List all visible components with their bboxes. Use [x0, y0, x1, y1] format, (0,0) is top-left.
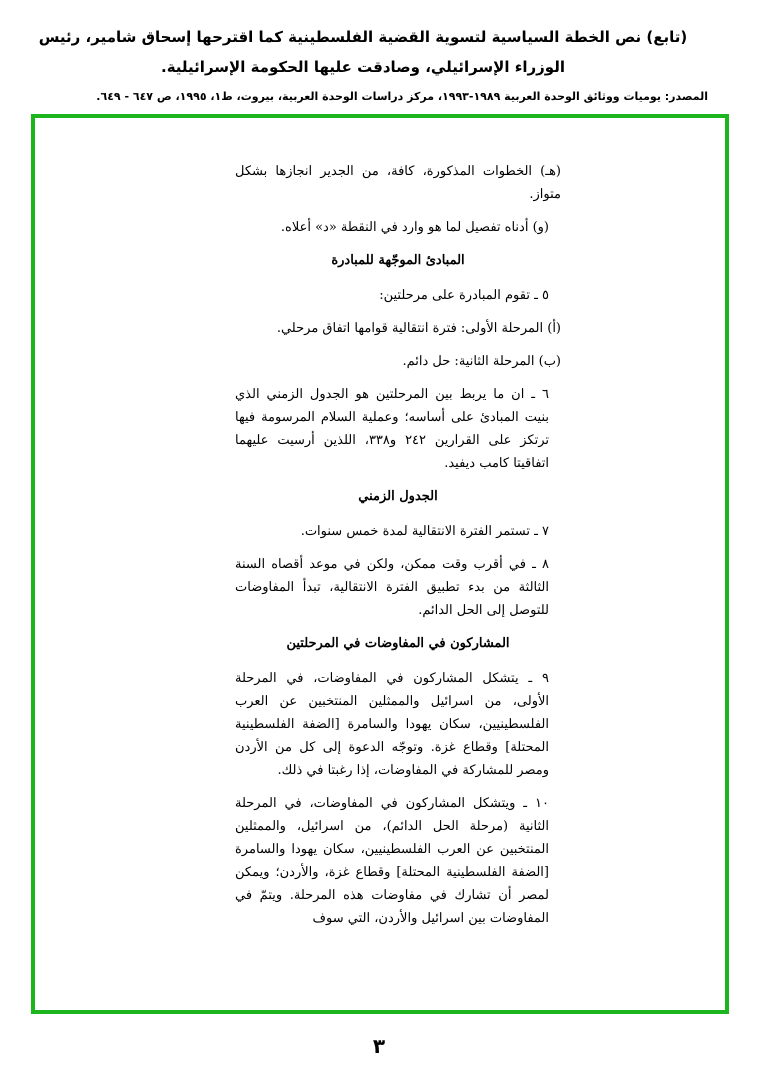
section-heading-timeline: الجدول الزمني: [358, 489, 438, 504]
paragraph-10: ١٠ ـ ويتشكل المشاركون في المفاوضات، في المرحلة الثانية (مرحلة الحل الدائم)، من اسرائيل، والممثلين المنتخبين عن العرب الفلسطينيين، سكان يهودا والسامرة [الضفة الفلسطينية المحتلة] وقطاع غزة، والأردن؛ ويمكن لمصر أن تشارك في مفاوضات هذه المرحلة. ويتمّ في المفاوضات بين اسرائيل والأردن، التي سوف: [235, 796, 549, 926]
paragraph-5b: (ب) المرحلة الثانية: حل دائم.: [402, 354, 561, 369]
paragraph-5a: (أ) المرحلة الأولى: فترة انتقالية قوامها اتفاق مرحلي.: [276, 321, 561, 336]
paragraph-9: ٩ ـ يتشكل المشاركون في المفاوضات، في المرحلة الأولى، من اسرائيل والممثلين المنتخبين عن العرب الفلسطينيين، سكان يهودا والسامرة [الضفة الفلسطينية المحتلة] وقطاع غزة. وتوجّه الدعوة إلى كل من الأردن ومصر للمشاركة في المفاوضات، إذا رغبتا في ذلك.: [235, 671, 549, 778]
section-heading-participants: المشاركون في المفاوضات في المرحلتين: [286, 636, 510, 651]
document-body: [235, 160, 561, 940]
paragraph-w: (و) أدناه تفصيل لما هو وارد في النقطة «د» أعلاه.: [280, 220, 549, 235]
paragraph-5: ٥ ـ تقوم المبادرة على مرحلتين:: [379, 288, 549, 303]
section-heading-principles: المبادئ الموجّهة للمبادرة: [331, 253, 465, 268]
document-header: [18, 22, 708, 106]
paragraph-6: ٦ ـ ان ما يربط بين المرحلتين هو الجدول الزمني الذي بنيت المبادئ على أساسه؛ وعملية السلام المرسومة فيها ترتكز على القرارين ٢٤٢ و٣٣٨، اللذين أرسيت عليهما اتفاقيتا كامب ديفيد.: [235, 387, 550, 471]
paragraph-h: (هـ) الخطوات المذكورة، كافة، من الجدير انجازها بشكل متواز.: [235, 164, 561, 202]
source-citation: المصدر: يوميات ووثائق الوحدة العربية ١٩٨٩-١٩٩٣، مركز دراسات الوحدة العربية، بيروت، ط١، ١٩٩٥، ص ٦٤٧ - ٦٤٩.: [96, 90, 708, 103]
paragraph-8: ٨ ـ في أقرب وقت ممكن، ولكن في موعد أقصاه السنة الثالثة من بدء تطبيق الفترة الانتقالية، تبدأ المفاوضات للتوصل إلى الحل الدائم.: [235, 557, 549, 618]
document-title: (تابع) نص الخطة السياسية لتسوية القضية الفلسطينية كما اقترحها إسحاق شامير، رئيس الوزراء الإسرائيلي، وصادقت عليها الحكومة الإسرائيلية.: [38, 28, 688, 76]
content-frame: [31, 114, 729, 1014]
paragraph-7: ٧ ـ تستمر الفترة الانتقالية لمدة خمس سنوات.: [300, 524, 549, 539]
page-number: ٣: [372, 1034, 386, 1058]
